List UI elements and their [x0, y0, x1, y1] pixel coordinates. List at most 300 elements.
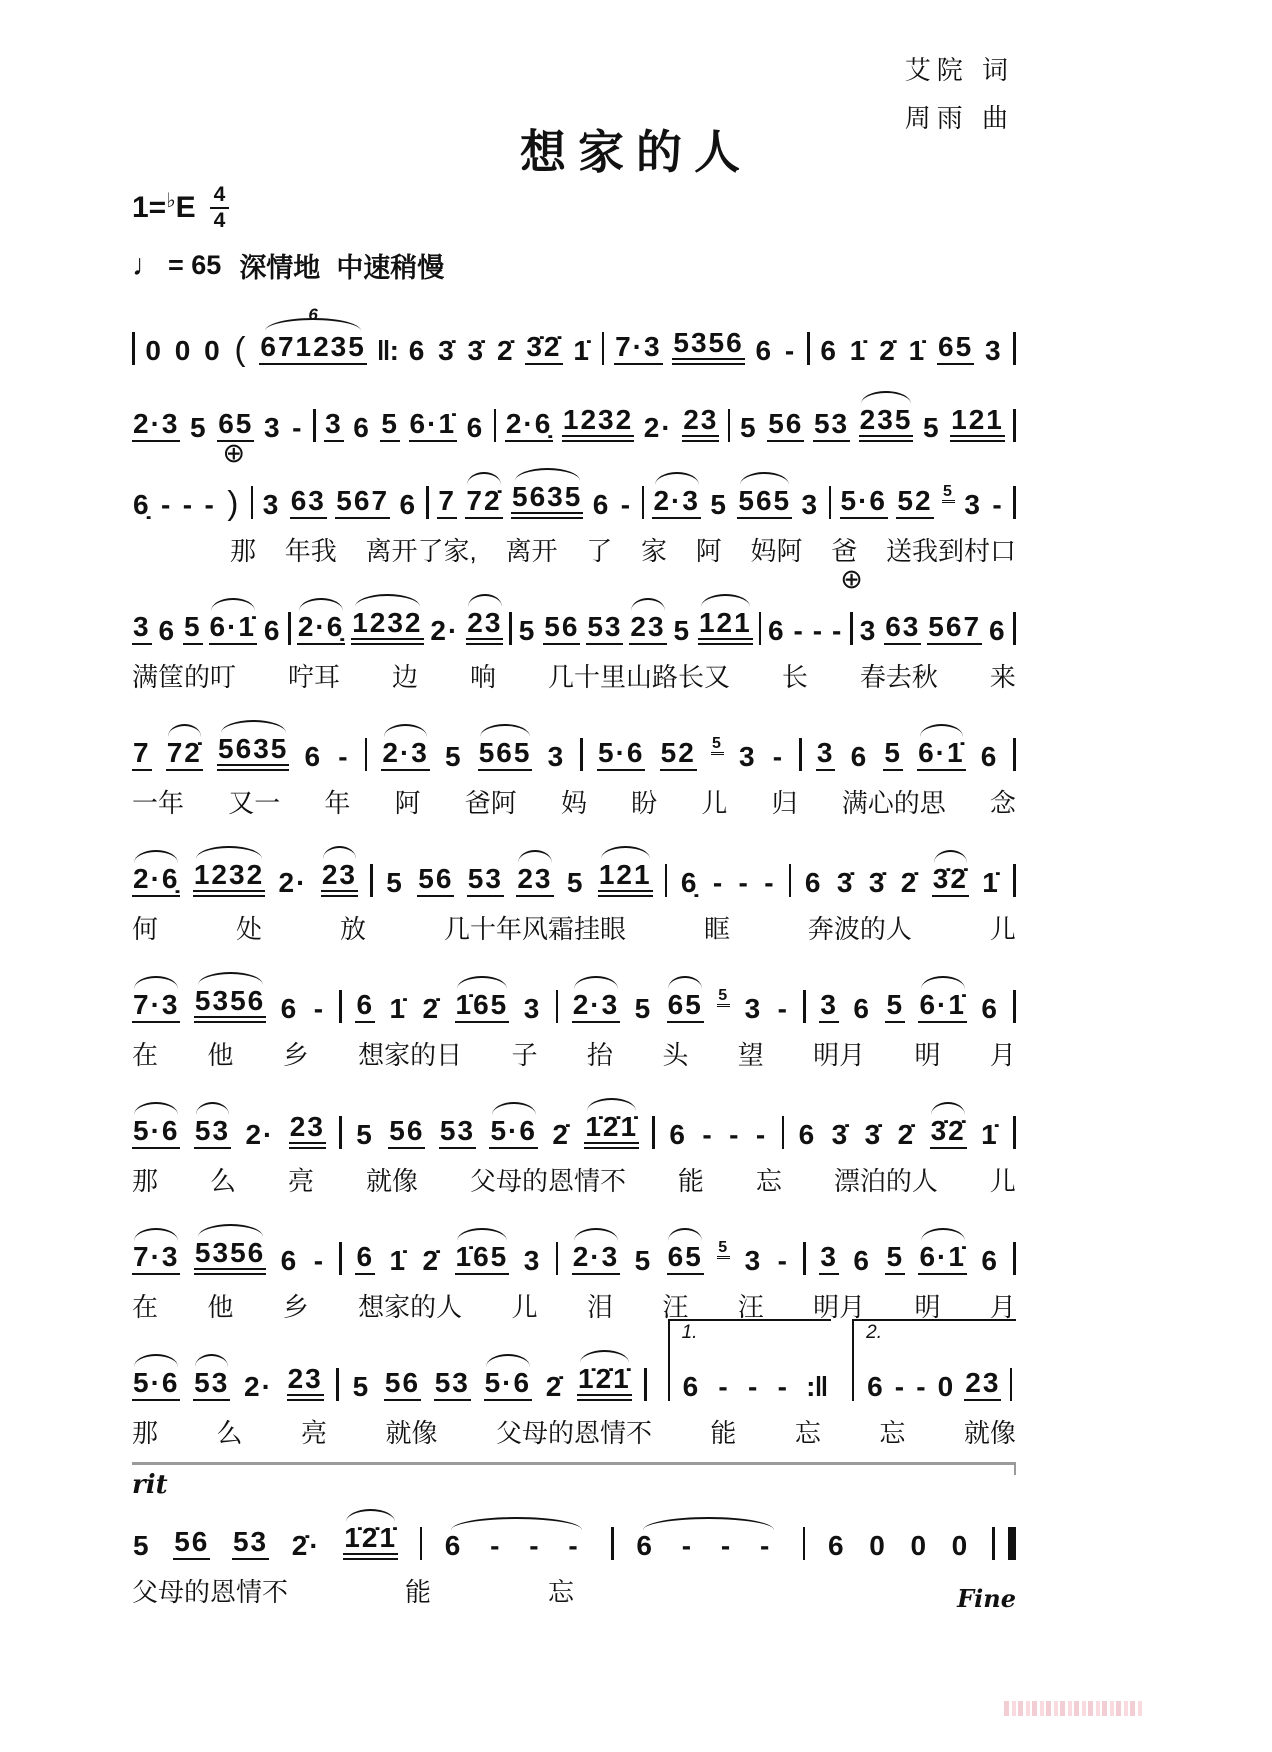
note-token: 3̇2̇ — [930, 1117, 967, 1149]
note-token: 565 — [737, 487, 792, 519]
lyric-syllable: 来 — [989, 662, 1016, 693]
note-token: 6 — [867, 1371, 885, 1403]
note-token: 56 — [384, 1369, 421, 1401]
notation-line — [132, 1099, 1016, 1149]
barline — [370, 864, 373, 897]
note-token: 121 — [598, 861, 653, 897]
grace-note: 5 — [711, 736, 724, 755]
note-token: - — [313, 993, 326, 1025]
lyric-syllable: 离开 — [505, 536, 558, 567]
lyric-syllable: 一年 — [132, 788, 185, 819]
barline — [339, 1116, 342, 1149]
note-token: 5635 — [511, 483, 583, 519]
tempo-line — [132, 246, 1272, 285]
lyric-syllable: 明月 — [813, 1040, 866, 1071]
note-token: 2·3 — [572, 991, 620, 1023]
note-token: - — [292, 412, 304, 444]
note-token: 0 — [937, 1371, 956, 1403]
note-token: 3̇ — [864, 1119, 883, 1151]
lyrics-line — [132, 657, 1016, 694]
rit-label: rit — [132, 1470, 168, 1501]
note-token: 3 — [964, 489, 982, 521]
barline — [580, 738, 583, 771]
note-token: 72̇ — [166, 739, 203, 771]
lyric-syllable: 归 — [771, 788, 798, 819]
note-token: 2̇ — [552, 1119, 570, 1151]
volta-label: 1. — [681, 1322, 698, 1344]
lyrics-line — [132, 1161, 1016, 1198]
note-token: 6·1̇ — [409, 410, 457, 442]
note-token: 23 — [289, 1113, 326, 1149]
music-system-1 — [132, 305, 1016, 368]
note-token: 1232 — [351, 609, 423, 645]
barline — [1010, 1368, 1013, 1401]
lyric-syllable: 明 — [914, 1040, 941, 1071]
note-token: 53 — [439, 1117, 476, 1149]
barline — [611, 1527, 614, 1560]
lyric-syllable: 阿 — [394, 788, 421, 819]
barline — [759, 612, 762, 645]
note-token: 6 — [592, 489, 611, 521]
barline — [426, 486, 429, 519]
note-token: 1̇ — [389, 1245, 408, 1277]
lyric-syllable: 满心的思 — [841, 788, 946, 819]
note-token: 5 — [380, 410, 400, 442]
lyric-syllable: 几十里山路长又 — [547, 662, 730, 693]
barline — [782, 1116, 785, 1149]
note-token: 567 — [335, 487, 390, 519]
barline — [1013, 990, 1016, 1023]
volta-measure — [682, 1373, 828, 1401]
lyric-syllable: 念 — [989, 788, 1016, 819]
note-token: 3 — [262, 489, 281, 521]
note-token: 6 — [828, 1530, 846, 1562]
lyric-syllable: 了 — [586, 536, 613, 567]
lyric-syllable: 乡 — [282, 1040, 309, 1071]
lyric-syllable: 离开了家, — [365, 536, 477, 567]
music-system-3 — [132, 438, 1016, 568]
note-token: 5 — [885, 991, 905, 1023]
note-token: - — [338, 741, 350, 773]
note-token: - — [784, 335, 797, 367]
coda-icon: ⊕ — [840, 564, 863, 595]
systems — [132, 305, 1016, 1614]
note-token: 1̇65 — [455, 991, 510, 1023]
lyric-syllable: 月 — [989, 1292, 1016, 1323]
lyric-syllable: 父母的恩情不 — [495, 1418, 652, 1449]
note-token: 6 — [853, 1245, 871, 1277]
music-system-7 — [132, 973, 1016, 1072]
note-token: - — [793, 615, 805, 647]
note-token: - — [777, 1245, 789, 1277]
lyric-syllable: 子 — [511, 1040, 538, 1071]
note-token: 1̇2̇1̇ — [577, 1365, 632, 1401]
note-token: 2·6̣ — [505, 410, 553, 442]
tempo-bpm: = 65 — [168, 250, 222, 281]
lyrics-line — [132, 1035, 1016, 1072]
note-token: 6 - - - — [444, 1530, 589, 1562]
lyric-syllable: 儿 — [989, 1166, 1016, 1197]
note-token: 56 — [543, 613, 580, 645]
note-token: 0 — [145, 335, 163, 367]
parenthesis: ( — [234, 330, 248, 368]
note-token: - — [772, 741, 785, 773]
lyric-syllable: 盼 — [631, 788, 658, 819]
lyric-syllable: 乡 — [282, 1292, 309, 1323]
note-token: 5·6 — [489, 1117, 537, 1149]
note-token: 6 — [158, 615, 177, 647]
watermark — [1004, 1701, 1142, 1716]
barline — [1013, 486, 1016, 519]
note-token: 6·1̇ — [209, 613, 257, 645]
note-token: 5 — [352, 1371, 371, 1403]
music-system-8 — [132, 1099, 1016, 1198]
barline — [644, 1368, 647, 1401]
barline — [1013, 738, 1016, 771]
note-token: 7·3 — [132, 1243, 180, 1275]
note-token: 6 — [820, 335, 838, 367]
note-token: 6·1̇ — [918, 991, 966, 1023]
barline — [132, 332, 135, 365]
note-token: 1̇ — [982, 867, 1000, 899]
lyric-syllable: 亮 — [300, 1418, 327, 1449]
lyric-syllable: 父母的恩情不 — [132, 1577, 289, 1608]
lyric-syllable: 就像 — [365, 1166, 418, 1197]
note-token: 6 — [755, 335, 774, 367]
grace-note: 5 — [717, 988, 730, 1007]
note-token: 2̇ — [422, 993, 441, 1025]
lyrics-line — [132, 1572, 1016, 1614]
note-token: - — [718, 1371, 730, 1403]
note-token: 6̣ — [680, 867, 699, 899]
lyricist-credit: 艾院 词 — [904, 55, 1014, 85]
note-token: - — [755, 1119, 768, 1151]
grace-note: 5 — [942, 484, 955, 503]
note-token: 65 — [217, 410, 254, 442]
lyric-syllable: 爸 — [831, 536, 858, 567]
music-system-2 — [132, 392, 1016, 442]
music-system-4 — [132, 564, 1016, 694]
note-token: 3̇ — [438, 335, 456, 367]
lyric-syllable: 他 — [207, 1040, 234, 1071]
lyric-syllable: 年我 — [284, 536, 337, 567]
note-token: 7·3 — [614, 333, 662, 365]
note-token: 63 — [290, 487, 327, 519]
note-token: 0 — [951, 1530, 970, 1562]
note-token: 53 — [232, 1528, 269, 1560]
note-token: 1̇2̇1̇ — [584, 1113, 639, 1149]
barline — [642, 486, 645, 519]
note-token: 3̇ — [831, 1119, 850, 1151]
note-token: 1̇ — [849, 335, 868, 367]
lyrics-line — [132, 909, 1016, 946]
note-token: 5·6 — [132, 1117, 180, 1149]
note-token: - — [620, 489, 633, 521]
note-token: 6·1̇ — [918, 1243, 966, 1275]
barline — [1013, 1116, 1016, 1149]
lyrics-text — [132, 783, 1016, 820]
lyric-syllable: 家 — [640, 536, 667, 567]
barline — [420, 1527, 423, 1560]
note-token: - — [182, 489, 195, 521]
note-token: 1̇ — [389, 993, 408, 1025]
note-token: 6 — [682, 1371, 701, 1403]
note-token: 3 — [132, 613, 152, 645]
lyric-syllable: 儿 — [511, 1292, 538, 1323]
barline — [365, 738, 368, 771]
note-token: - — [712, 867, 725, 899]
note-token: 3 — [263, 412, 282, 444]
volta-bracket — [852, 1319, 1016, 1401]
barline — [1013, 612, 1016, 645]
note-token: 7 — [437, 487, 457, 519]
note-token: 23 — [287, 1365, 324, 1401]
barline — [1013, 1242, 1016, 1275]
lyric-syllable: 咛耳 — [287, 662, 340, 693]
note-token: 5 — [356, 1119, 374, 1151]
barline — [556, 1242, 559, 1275]
note-token: 0 — [869, 1530, 887, 1562]
lyric-syllable: 在 — [132, 1040, 159, 1071]
lyric-syllable: 阿 — [695, 536, 722, 567]
note-token: 5·6 — [597, 739, 645, 771]
note-token: - — [738, 867, 750, 899]
note-token: 5 — [634, 1245, 653, 1277]
lyric-syllable: 能 — [677, 1166, 704, 1197]
note-token: 6 — [399, 489, 418, 521]
note-token: 3 — [324, 410, 344, 442]
lyric-syllable: 么 — [209, 1166, 236, 1197]
note-token: 6 — [355, 1243, 375, 1275]
note-token: 7 — [132, 739, 152, 771]
lyric-syllable: 儿 — [701, 788, 728, 819]
lyric-syllable: 爸阿 — [464, 788, 517, 819]
notation-line — [132, 721, 1016, 771]
note-token: 2·6̣ — [132, 865, 180, 897]
note-token: 3 — [985, 335, 1003, 367]
barline — [803, 1527, 806, 1560]
lyrics-text — [230, 531, 1016, 568]
note-token: 3 — [744, 1245, 763, 1277]
note-token: 5356 — [194, 1239, 266, 1275]
note-token: 23 — [466, 609, 503, 645]
barline — [789, 864, 792, 897]
note-token: 3̇ — [467, 335, 486, 367]
volta-label: 2. — [866, 1322, 882, 1344]
barline — [288, 612, 291, 645]
note-token: 53 — [467, 865, 504, 897]
note-token: 1232 — [193, 861, 265, 897]
note-token: 65 — [667, 991, 704, 1023]
note-token: 3 — [744, 993, 763, 1025]
barline — [1013, 332, 1016, 365]
note-token: - — [748, 1371, 760, 1403]
note-token: 2· — [244, 1371, 273, 1403]
time-signature — [210, 184, 230, 232]
note-token: 6·1̇ — [917, 739, 965, 771]
note-token: 53 — [194, 1117, 231, 1149]
barline — [339, 990, 342, 1023]
lyric-syllable: 长 — [781, 662, 808, 693]
note-token: 1232 — [562, 406, 634, 442]
barline — [602, 332, 605, 365]
note-token: 6 — [798, 1119, 817, 1151]
note-token: 565 — [478, 739, 533, 771]
note-token: 671235 6 — [259, 333, 366, 365]
lyric-syllable: 头 — [662, 1040, 689, 1071]
grace-note: 5 — [717, 1240, 730, 1259]
note-token: 567 — [927, 613, 982, 645]
meter-numerator: 4 — [210, 184, 230, 209]
lyric-syllable: 处 — [235, 914, 262, 945]
note-token: 3̇ — [868, 867, 887, 899]
lyric-syllable: 想家的人 — [358, 1292, 463, 1323]
note-token: 2̇ — [496, 335, 515, 367]
note-token: 6 — [988, 615, 1007, 647]
note-token: - — [894, 1371, 907, 1403]
notation-line — [132, 392, 1016, 442]
note-token: 23 — [321, 861, 358, 897]
note-token: 7·3 — [132, 991, 180, 1023]
note-token: 3 — [547, 741, 566, 773]
note-token: 6 — [466, 412, 485, 444]
barline — [339, 1242, 342, 1275]
lyric-syllable: 就像 — [385, 1418, 438, 1449]
note-token: 23 — [682, 406, 719, 442]
music-system-10 — [132, 1322, 1016, 1450]
note-token: 23 — [516, 865, 553, 897]
lyric-syllable: 妈阿 — [750, 536, 803, 567]
note-token: - — [764, 867, 776, 899]
lyric-syllable: 就像 — [963, 1418, 1016, 1449]
music-system-5 — [132, 721, 1016, 820]
lyrics-text — [132, 1035, 1016, 1072]
page-header — [0, 0, 1272, 285]
lyric-syllable: 忘 — [879, 1418, 906, 1449]
note-token: 53 — [586, 613, 623, 645]
lyric-syllable: 忘 — [794, 1418, 821, 1449]
lyrics-text — [132, 657, 1016, 694]
note-token: 6 — [804, 867, 823, 899]
note-token: 65 — [667, 1243, 704, 1275]
note-token: 0 — [204, 335, 222, 367]
note-token: 5 — [566, 867, 585, 899]
note-token: 6 — [353, 412, 371, 444]
repeat-start-barline: ‖: — [376, 335, 398, 367]
note-token: 2̇ — [422, 1245, 441, 1277]
note-token: 121 — [698, 609, 753, 645]
score-meta — [132, 184, 1272, 285]
note-token: 5 — [634, 993, 653, 1025]
notation-line — [132, 438, 1016, 522]
note-token: 56 — [417, 865, 454, 897]
note-token: 56 — [173, 1528, 210, 1560]
barline — [840, 564, 863, 645]
lyric-syllable: 那 — [132, 1166, 159, 1197]
note-token: 6 — [853, 993, 871, 1025]
lyric-syllable: 望 — [737, 1040, 764, 1071]
note-token: 5·6 — [132, 1369, 180, 1401]
note-token: 5 — [518, 615, 537, 647]
barline — [665, 864, 668, 897]
note-token: 1̇ — [908, 335, 927, 367]
note-token: 6 — [280, 993, 299, 1025]
note-token: 235 — [859, 406, 914, 442]
lyrics-line — [132, 783, 1016, 820]
note-token: 5 — [386, 867, 404, 899]
note-token: 6 — [850, 741, 869, 773]
notation-line — [132, 1322, 1016, 1403]
note-token: 5 — [190, 412, 208, 444]
note-token: 5356 — [194, 987, 266, 1023]
note-token: 3̇2̇ — [932, 865, 969, 897]
note-token: 6̣ — [133, 489, 151, 521]
lyrics-text — [132, 909, 1016, 946]
lyric-syllable: 何 — [132, 914, 159, 945]
note-token: 6 — [408, 335, 427, 367]
note-token: 5 — [183, 613, 203, 645]
barline — [728, 409, 731, 442]
song-title: 想家的人 — [520, 126, 752, 178]
note-token: 6 — [355, 991, 375, 1023]
lyric-syllable: 漂泊的人 — [833, 1166, 938, 1197]
barline — [1013, 409, 1016, 442]
lyric-syllable: 汪 — [662, 1292, 689, 1323]
lyrics-text — [132, 1161, 1016, 1198]
tuplet-number: 6 — [308, 305, 318, 325]
lyric-syllable: 月 — [989, 1040, 1016, 1071]
note-token: 3̇2̇ — [525, 333, 562, 365]
lyric-syllable: 又一 — [228, 788, 281, 819]
lyric-syllable: 在 — [132, 1292, 159, 1323]
note-token: 2·3 — [652, 487, 700, 519]
lyric-syllable: 妈 — [560, 788, 587, 819]
lyric-syllable: 明月 — [813, 1292, 866, 1323]
note-token: 2̇ — [900, 867, 919, 899]
notation-line — [132, 564, 1016, 647]
note-token: 3 — [859, 615, 878, 647]
note-token: 3 — [523, 993, 542, 1025]
note-token: 121 — [950, 406, 1005, 442]
note-token: 3 — [819, 1243, 839, 1275]
note-token: - — [832, 615, 844, 647]
barline — [799, 738, 802, 771]
notation-line — [132, 1510, 1016, 1560]
lyric-syllable: 响 — [469, 662, 496, 693]
note-token: 52 — [660, 739, 697, 771]
note-token: 72̇ — [465, 487, 502, 519]
note-token: 1̇ — [573, 335, 591, 367]
tempo-speed: 中速稍慢 — [336, 253, 445, 284]
note-token: 5 — [922, 412, 941, 444]
tempo-expression: 深情地 — [239, 253, 321, 284]
note-token: 5·6 — [840, 487, 888, 519]
quarter-note-icon: ♩ — [132, 248, 162, 282]
note-token: - — [812, 615, 825, 647]
barline — [803, 1242, 806, 1275]
barline — [1013, 864, 1016, 897]
note-token: 2· — [430, 615, 460, 647]
lyric-syllable: 泪 — [586, 1292, 613, 1323]
lyrics-line — [132, 531, 1016, 568]
note-token: 6 — [981, 1245, 999, 1277]
lyric-syllable: 抬 — [586, 1040, 613, 1071]
note-token: 6 — [669, 1119, 687, 1151]
repeat-end-barline: :‖ — [806, 1371, 828, 1403]
note-token: 5 — [133, 1530, 151, 1562]
lyric-syllable: 能 — [710, 1418, 737, 1449]
note-token: 0 — [174, 335, 193, 367]
